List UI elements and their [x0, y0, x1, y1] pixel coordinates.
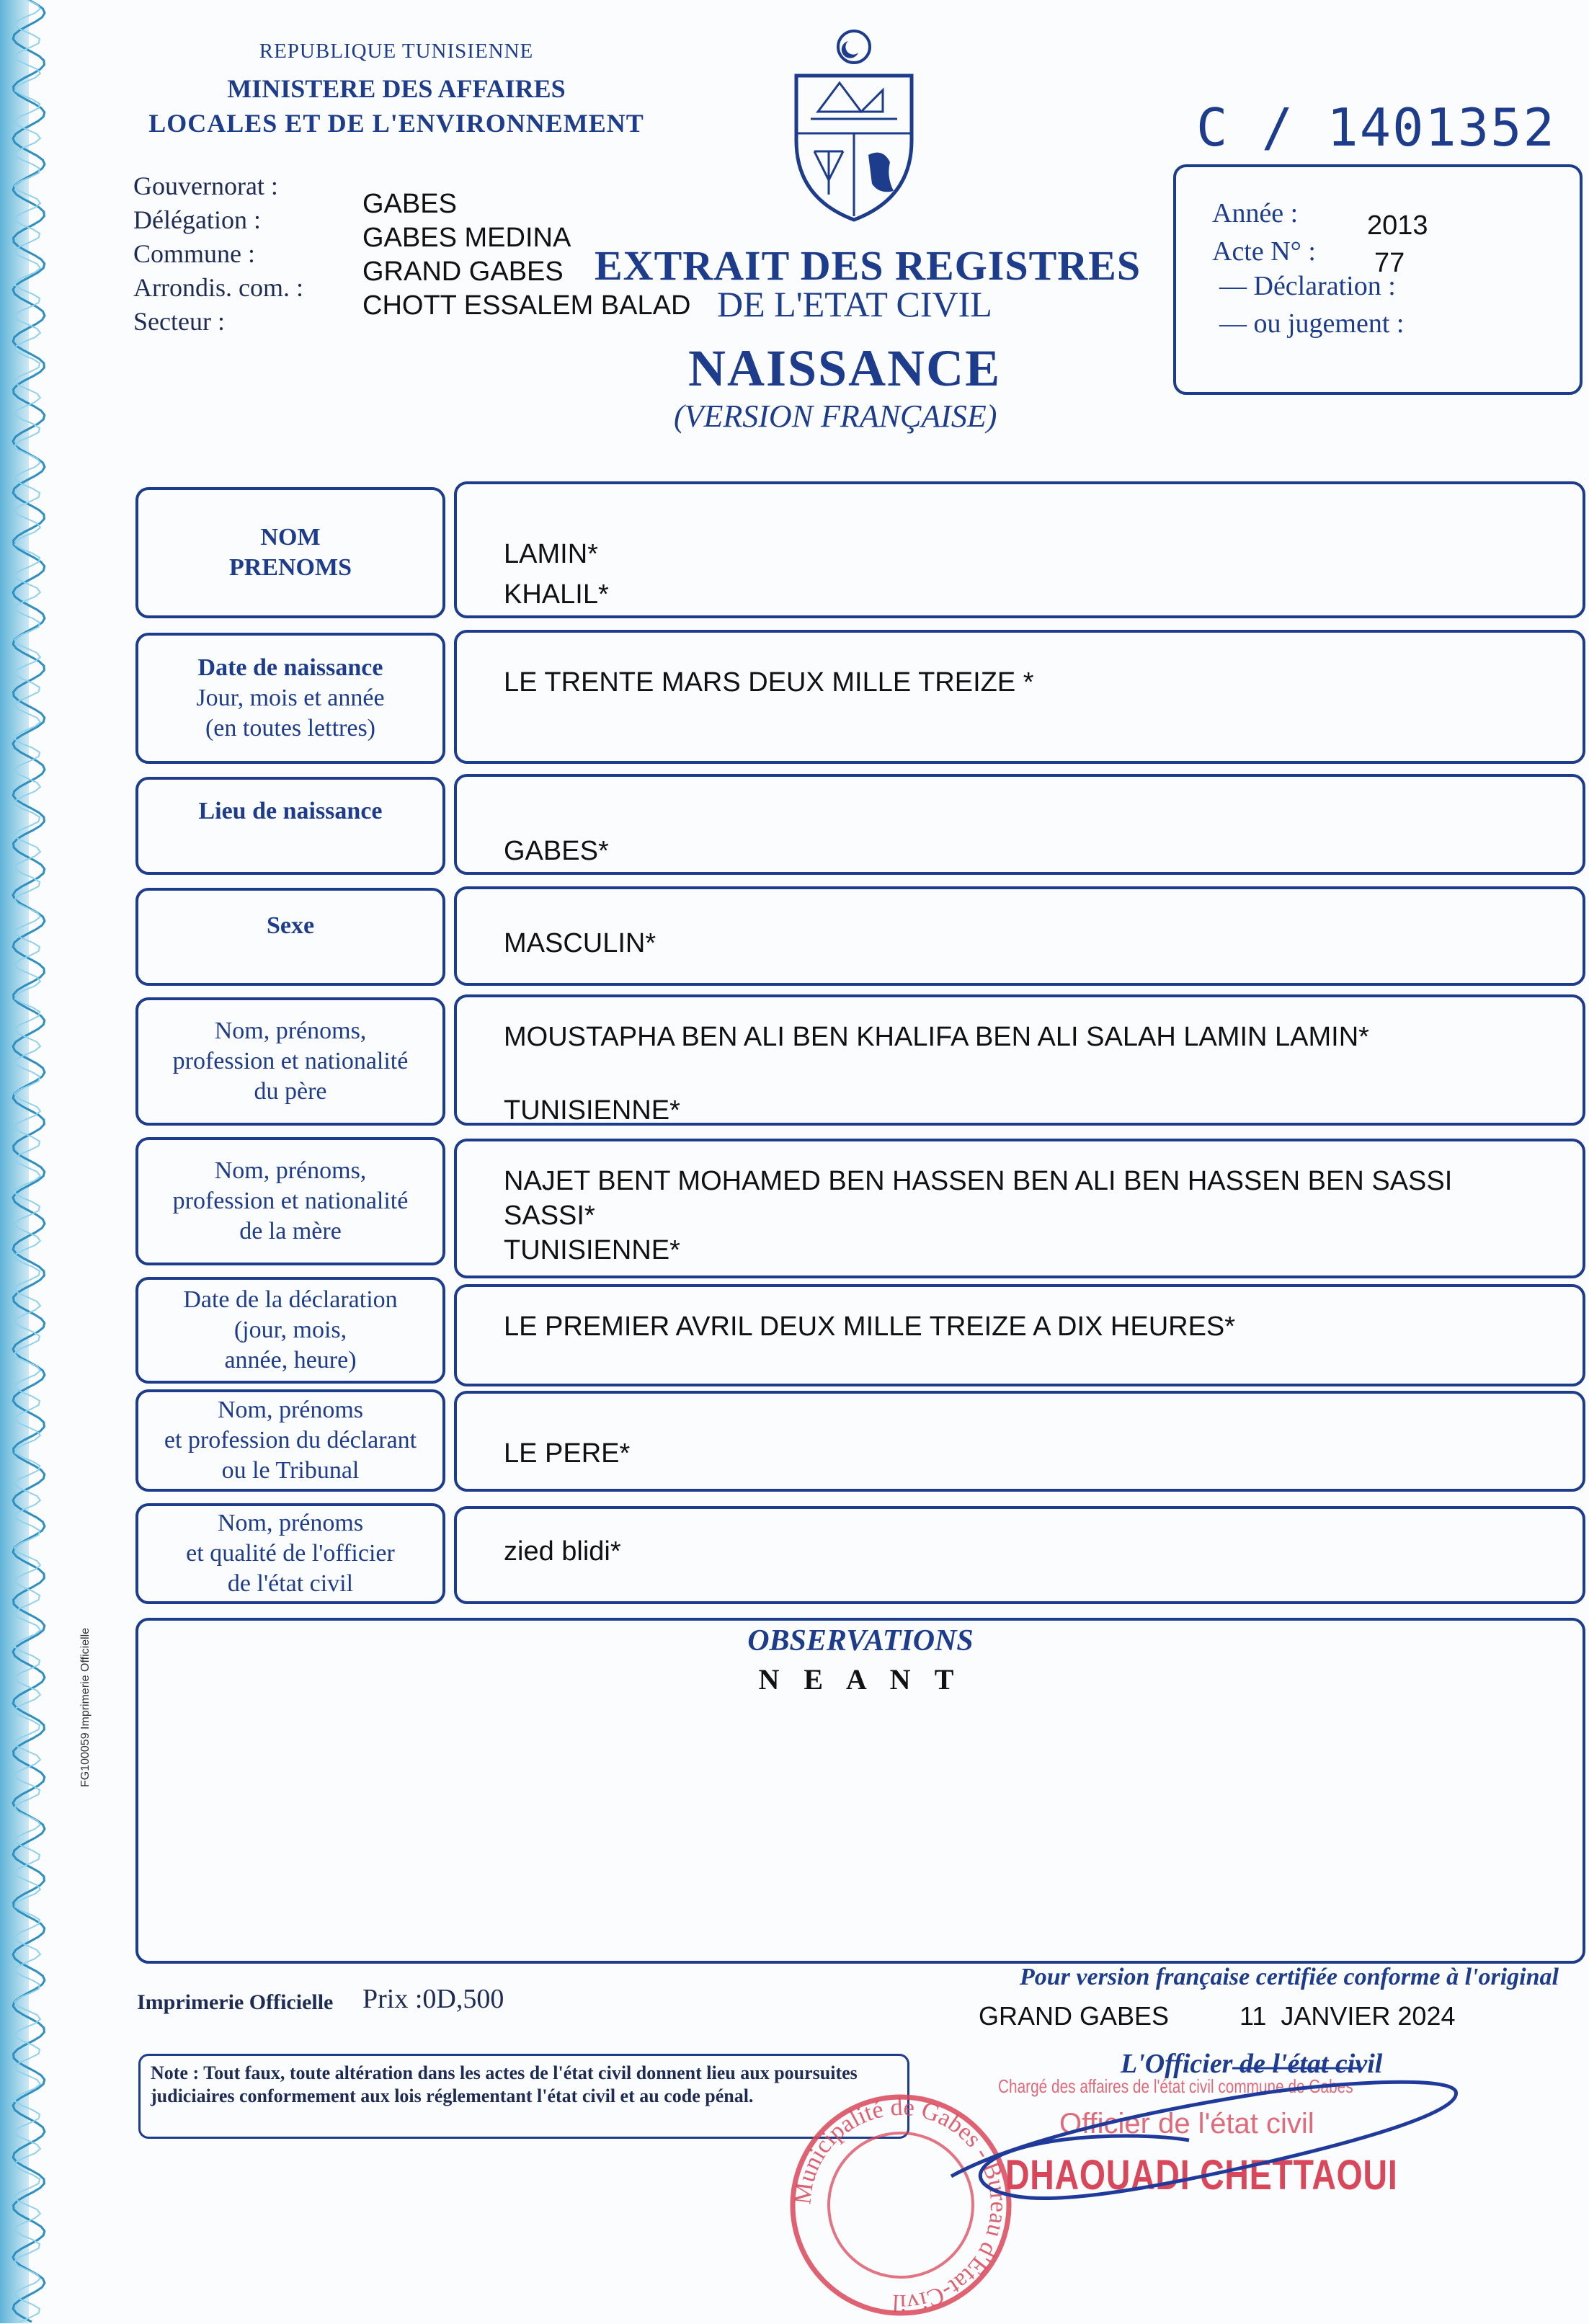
- row-value-mere: [454, 1139, 1585, 1278]
- jugement-label: — ou jugement :: [1219, 308, 1405, 339]
- row-label-lieu: [135, 777, 445, 875]
- label-line: (jour, mois,: [233, 1317, 347, 1343]
- label-line: Nom, prénoms,: [214, 1018, 367, 1044]
- ministry-line1: MINISTERE DES AFFAIRES: [227, 74, 566, 103]
- annee-label: Année :: [1212, 198, 1299, 228]
- stamp-text-1: Chargé des affaires de l'état civil commune de Gabes: [998, 2075, 1353, 2097]
- value-prenoms: KHALIL*: [504, 579, 609, 610]
- label-line: PRENOMS: [229, 554, 352, 581]
- row-label-declaration: [135, 1277, 445, 1384]
- row-label-nom: [135, 487, 445, 618]
- republic-text: REPUBLIQUE TUNISIENNE: [259, 40, 534, 63]
- side-imprint: FG100059 Imprimerie Officielle: [79, 1627, 92, 1787]
- label-line: Lieu de naissance: [198, 798, 383, 824]
- row-value-officier: [454, 1506, 1585, 1604]
- row-label-sexe: [135, 888, 445, 986]
- row-label-declarant: [135, 1389, 445, 1492]
- row-value-date-naissance: [454, 630, 1585, 764]
- label-line: et qualité de l'officier: [186, 1540, 395, 1567]
- serial-number: C / 1401352: [1196, 97, 1556, 158]
- label-line: Nom, prénoms: [217, 1397, 364, 1423]
- stamp-text-2: Officier de l'état civil: [1059, 2108, 1314, 2140]
- row-label-date-naissance: [135, 633, 445, 764]
- label-line: Nom, prénoms: [217, 1510, 364, 1536]
- observations-box: [135, 1618, 1585, 1964]
- label-gouvernorat: Gouvernorat :: [133, 172, 278, 200]
- label-secteur: Secteur :: [133, 307, 225, 336]
- note-text: Note : Tout faux, toute altération dans les actes de l'état civil donnent lieu aux poursuites judiciaires conformement aux lois réglementant l'état civil et au code pénal.: [151, 2062, 858, 2106]
- label-line: Date de naissance: [197, 654, 383, 681]
- title-line2: DE L'ETAT CIVIL: [717, 284, 992, 324]
- act-box: [1173, 164, 1583, 395]
- title-version: (VERSION FRANÇAISE): [674, 399, 997, 434]
- observations-value: N E A N T: [758, 1663, 963, 1696]
- coat-of-arms-icon: [782, 25, 926, 227]
- value-sexe: MASCULIN*: [504, 928, 656, 958]
- value-gouvernorat: GABES: [362, 189, 457, 219]
- value-pere-nationalite: TUNISIENNE*: [504, 1095, 680, 1126]
- prix-text: Prix :0D,500: [362, 1984, 504, 2014]
- title-line1: EXTRAIT DES REGISTRES: [595, 242, 1141, 289]
- label-line: profession et nationalité: [172, 1048, 409, 1074]
- row-value-declarant: [454, 1391, 1585, 1492]
- observations-title: OBSERVATIONS: [747, 1624, 974, 1657]
- value-lieu: GABES*: [504, 836, 609, 866]
- row-value-declaration: [454, 1284, 1585, 1386]
- label-commune: Commune :: [133, 239, 255, 268]
- place-text: GRAND GABES: [979, 2001, 1170, 2031]
- value-nom: LAMIN*: [504, 539, 598, 569]
- officer-name: DHAOUADI CHETTAOUI: [1005, 2152, 1398, 2199]
- value-delegation: GABES MEDINA: [362, 223, 571, 253]
- row-value-lieu: [454, 774, 1585, 875]
- label-line: Jour, mois et année: [196, 685, 385, 711]
- value-secteur: CHOTT ESSALEM BALAD: [362, 290, 691, 321]
- value-date-naissance: LE TRENTE MARS DEUX MILLE TREIZE *: [504, 667, 1034, 698]
- acte-value: 77: [1374, 248, 1405, 278]
- row-label-mere: [135, 1137, 445, 1265]
- label-line: et profession du déclarant: [164, 1427, 417, 1453]
- security-border: [0, 0, 58, 2323]
- date-text: 11 JANVIER 2024: [1239, 2001, 1456, 2031]
- value-mere-nationalite: TUNISIENNE*: [504, 1235, 680, 1265]
- signature-icon: [930, 2032, 1470, 2220]
- officer-title: L'Officier de l'état civil: [1121, 2049, 1383, 2079]
- value-commune: GRAND GABES: [362, 257, 564, 287]
- row-value-pere: [454, 994, 1585, 1126]
- label-line: du père: [254, 1078, 327, 1105]
- certified-text: Pour version française certifiée conforme à l'original: [1020, 1964, 1559, 1990]
- label-line: NOM: [260, 524, 321, 551]
- value-mere-nom: NAJET BENT MOHAMED BEN HASSEN BEN ALI BEN HASSEN BEN SASSI: [504, 1166, 1453, 1196]
- title-naissance: NAISSANCE: [688, 339, 1002, 397]
- value-officier: zied blidi*: [504, 1536, 621, 1567]
- label-line: Sexe: [266, 912, 315, 939]
- declaration-label: — Déclaration :: [1219, 271, 1396, 301]
- row-value-nom: [454, 481, 1585, 618]
- label-line: Date de la déclaration: [183, 1286, 398, 1313]
- round-stamp-text: Municipalité de Gabes - Bureau d'Etat-Civil: [789, 2093, 1012, 2317]
- acte-label: Acte N° :: [1212, 236, 1316, 267]
- label-line: profession et nationalité: [172, 1188, 409, 1214]
- ministry-line2: LOCALES ET DE L'ENVIRONNEMENT: [148, 109, 644, 138]
- row-value-sexe: [454, 886, 1585, 986]
- imprimerie-text: Imprimerie Officielle: [137, 1990, 334, 2014]
- admin-labels: [133, 169, 303, 339]
- label-arrondissement: Arrondis. com. :: [133, 273, 303, 302]
- annee-value: 2013: [1367, 210, 1428, 241]
- label-line: de la mère: [239, 1218, 342, 1245]
- label-line: (en toutes lettres): [205, 715, 375, 742]
- value-declarant: LE PERE*: [504, 1438, 631, 1469]
- label-line: Nom, prénoms,: [214, 1157, 367, 1184]
- label-line: de l'état civil: [227, 1570, 354, 1597]
- header-block: [123, 40, 670, 138]
- value-mere-nom-suite: SASSI*: [504, 1201, 595, 1231]
- label-line: année, heure): [224, 1347, 357, 1374]
- value-pere-nom: MOUSTAPHA BEN ALI BEN KHALIFA BEN ALI SALAH LAMIN LAMIN*: [504, 1022, 1369, 1052]
- label-delegation: Délégation :: [133, 205, 261, 234]
- value-declaration: LE PREMIER AVRIL DEUX MILLE TREIZE A DIX HEURES*: [504, 1312, 1236, 1342]
- label-line: ou le Tribunal: [221, 1457, 360, 1484]
- row-label-officier: [135, 1503, 445, 1604]
- row-label-pere: [135, 997, 445, 1126]
